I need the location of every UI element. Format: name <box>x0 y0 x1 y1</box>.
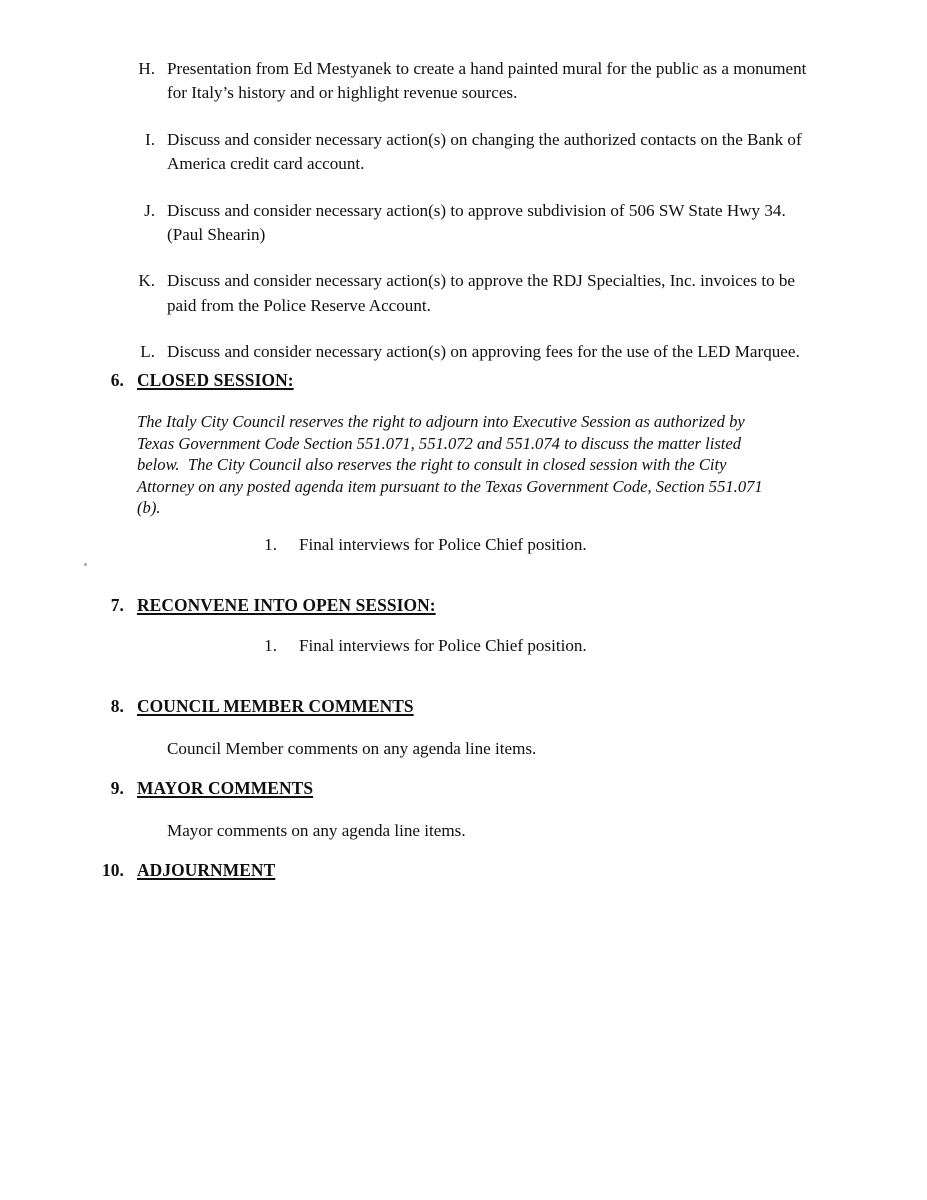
agenda-item-i-text: Discuss and consider necessary action(s) on changing the authorized contacts on the Bank of America credit card account. <box>167 129 802 174</box>
council-member-comments-body: Council Member comments on any agenda line items. <box>167 739 537 758</box>
agenda-item-i-marker: I. <box>145 129 155 149</box>
section-7-number: 7. <box>110 595 124 615</box>
agenda-item-i <box>0 128 927 177</box>
section-8-title: COUNCIL MEMBER COMMENTS <box>137 696 414 716</box>
section-council-member-comments <box>0 695 927 717</box>
agenda-item-h-text: Presentation from Ed Mestyanek to create a hand painted mural for the public as a monument for Italy’s history and or highlight revenue sources. <box>167 59 807 103</box>
statutory-note-line-1: The Italy City Council reserves the right to adjourn into Executive Session as authorized by <box>137 412 745 431</box>
section-reconvene-open-session <box>0 594 927 616</box>
statutory-note-line-5: (b). <box>137 498 161 518</box>
statutory-note-line-2: Texas Government Code Section 551.071, 551.072 and 551.074 to discuss the matter listed <box>137 433 742 453</box>
closed-session-statutory-note <box>137 411 765 519</box>
agenda-item-h <box>0 57 927 106</box>
section-10-number: 10. <box>101 860 124 880</box>
section-8-number: 8. <box>110 696 124 716</box>
scan-artifact-speck <box>84 563 87 566</box>
agenda-item-k <box>0 269 927 318</box>
section-adjournment <box>0 859 927 881</box>
section-9-title: MAYOR COMMENTS <box>137 778 314 798</box>
mayor-comments-body: Mayor comments on any agenda line items. <box>167 821 466 840</box>
section-6-title: CLOSED SESSION: <box>137 370 294 390</box>
section-9-heading <box>0 777 927 799</box>
open-session-subitem-1-text: Final interviews for Police Chief position. <box>299 636 587 655</box>
agenda-item-l <box>0 340 927 364</box>
agenda-item-l-text: Discuss and consider necessary action(s) on approving fees for the use of the LED Marquee. <box>167 342 800 362</box>
section-9-number: 9. <box>110 778 124 798</box>
section-mayor-comments <box>0 777 927 799</box>
agenda-item-j-text: Discuss and consider necessary action(s) to approve subdivision of 506 SW State Hwy 34. (Paul Shearin) <box>167 200 786 245</box>
agenda-item-k-marker: K. <box>138 271 155 291</box>
statutory-note-line-3: below. The City Council also reserves the right to consult in closed session with the City <box>137 455 727 475</box>
section-7-heading <box>0 594 927 616</box>
lettered-agenda-item-list <box>0 57 927 387</box>
closed-session-subitem-1-marker: 1. <box>264 535 277 554</box>
section-7-title: RECONVENE INTO OPEN SESSION: <box>137 595 436 615</box>
agenda-item-j <box>0 199 927 248</box>
agenda-item-k-text: Discuss and consider necessary action(s) to approve the RDJ Specialties, Inc. invoices to be paid from the Police Reserve Account. <box>167 271 796 315</box>
agenda-item-h-marker: H. <box>138 59 155 78</box>
closed-session-subitem-1-text: Final interviews for Police Chief position. <box>299 535 587 554</box>
section-10-heading <box>0 859 927 881</box>
section-10-title: ADJOURNMENT <box>137 860 276 880</box>
statutory-note-line-4: Attorney on any posted agenda item pursuant to the Texas Government Code, Section 551.071 <box>137 476 763 496</box>
section-6-heading <box>0 369 927 391</box>
section-closed-session <box>0 369 927 391</box>
agenda-item-l-marker: L. <box>140 342 155 362</box>
agenda-item-j-marker: J. <box>144 200 155 220</box>
section-8-heading <box>0 695 927 717</box>
section-6-number: 6. <box>110 370 124 390</box>
open-session-subitem-1-marker: 1. <box>264 636 277 655</box>
